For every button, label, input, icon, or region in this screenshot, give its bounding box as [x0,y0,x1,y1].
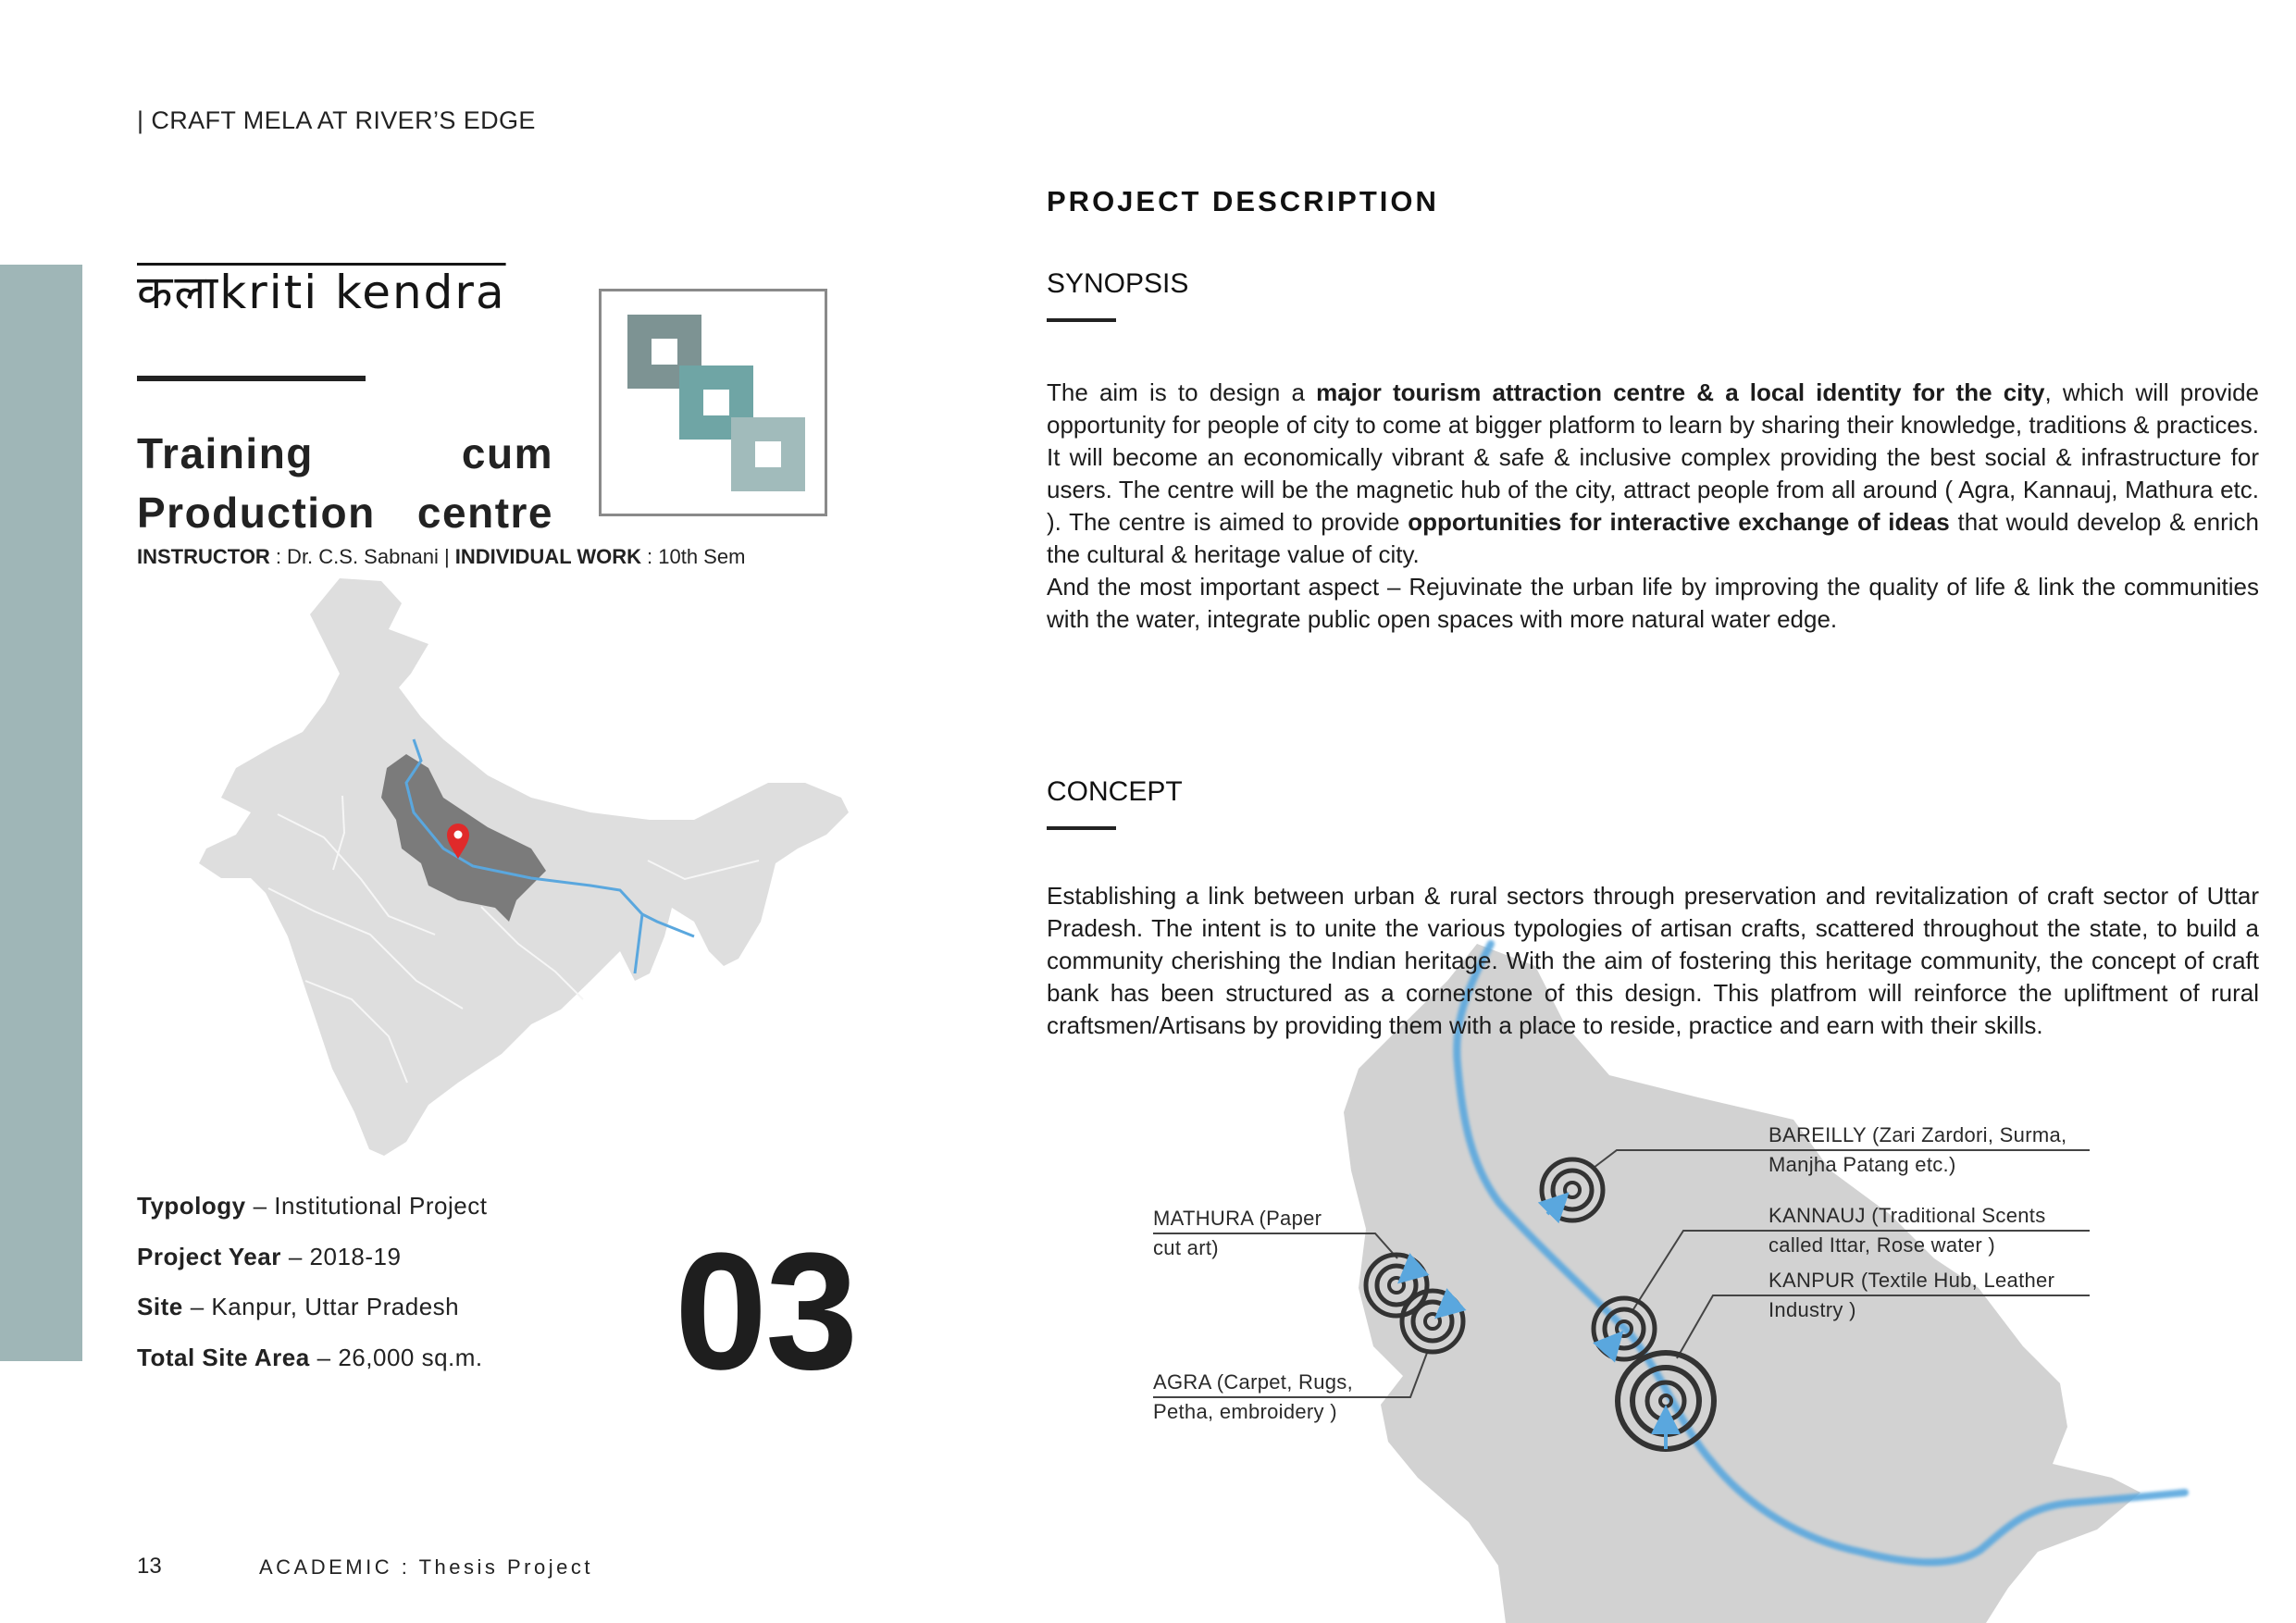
detail-label: Project Year [137,1242,281,1270]
label-line: Manjha Patang etc.) [1769,1153,1956,1176]
label-line: Industry ) [1769,1298,1856,1321]
label-mathura [1153,1204,1322,1263]
detail-value: – Institutional Project [253,1192,488,1220]
running-header: | CRAFT MELA AT RIVER’S EDGE [137,106,536,134]
subtitle-line-2: Production centre [137,489,553,537]
instructor-label: INSTRUCTOR [137,545,270,568]
label-line: MATHURA (Paper [1153,1207,1322,1230]
page-number: 13 [137,1554,162,1579]
india-map [199,578,849,1156]
footer-section-label: ACADEMIC : Thesis Project [259,1555,593,1579]
label-line: BAREILLY (Zari Zardori, Surma, [1769,1123,2067,1146]
three-diagonal-squares-logo [599,289,827,516]
text-run-bold: opportunities for interactive exchange of ideas [1408,508,1950,536]
project-subtitle [137,424,553,542]
text-run-bold: major tourism attraction centre & a local identity for the city [1316,378,2045,406]
synopsis-heading: SYNOPSIS [1047,268,1189,299]
logo-square-3 [731,417,805,491]
synopsis-text [1047,377,2259,636]
project-details [137,1189,487,1392]
detail-value: – Kanpur, Uttar Pradesh [190,1293,460,1321]
detail-value: – 2018-19 [288,1242,402,1270]
label-line: cut art) [1153,1236,1219,1259]
credits-line [137,545,745,569]
detail-label: Total Site Area [137,1344,310,1372]
text-run: The aim is to design a [1047,378,1317,406]
label-kanpur [1769,1266,2054,1325]
project-number: 03 [675,1219,857,1405]
label-kannauj [1769,1201,2046,1260]
concept-heading: CONCEPT [1047,776,1183,807]
detail-site [137,1290,487,1341]
concept-divider [1047,826,1116,830]
work-value: : 10th Sem [647,545,746,568]
label-agra [1153,1368,1353,1427]
label-line: called Ittar, Rose water ) [1769,1233,1996,1257]
detail-site-area [137,1341,487,1392]
synopsis-paragraph-1 [1047,377,2259,571]
label-line: AGRA (Carpet, Rugs, [1153,1370,1353,1394]
detail-project-year [137,1240,487,1291]
text-run: , which will provide opportunity for people of city to come at bigger platform to learn by sharing their knowledge, traditions & practices. It will become an economically vibrant & safe & inclusive complex providing the best social & infrastructure for users. The centre will be the magnetic hub of the city, attract people from all around ( Agra, Kannauj, Mathura etc. ). The centre is aimed to provide [1047,378,2260,536]
synopsis-divider [1047,318,1116,322]
detail-typology [137,1189,487,1240]
description-heading: PROJECT DESCRIPTION [1047,185,1439,217]
label-line: Petha, embroidery ) [1153,1400,1337,1423]
concept-paragraph: Establishing a link between urban & rural sectors through preservation and revitalization of craft sector of Uttar Pradesh. The intent is to unite the various typologies of artisan crafts, scattered throughout the state, to build a community cherishing the Indian heritage. With the aim of fostering this heritage community, the concept of craft bank has been structured as a cornerstone of this design. This platfrom will reinforce the upliftment of rural craftsmen/Artisans by providing them with a place to reside, practice and earn with their skills. [1047,882,2259,1039]
concept-text [1047,880,2259,1042]
label-bareilly [1769,1121,2066,1180]
work-label: INDIVIDUAL WORK [454,545,642,568]
title-divider [137,376,366,381]
detail-value: – 26,000 sq.m. [316,1344,483,1372]
label-line: KANPUR (Textile Hub, Leather [1769,1269,2055,1292]
label-line: KANNAUJ (Traditional Scents [1769,1204,2046,1227]
detail-label: Typology [137,1192,246,1220]
accent-bar [0,265,82,1361]
project-wordmark: कलाkriti kendra [137,266,506,319]
subtitle-line-1: Training cum [137,429,553,477]
instructor-value: : Dr. C.S. Sabnani | [275,545,450,568]
text-run: that would develop & enrich the cultural & heritage value of city. [1047,508,2260,568]
synopsis-paragraph-2: And the most important aspect – Rejuvinate the urban life by improving the quality of life & link the communities with the water, integrate public open spaces with more natural water edge. [1047,573,2259,633]
detail-label: Site [137,1293,183,1321]
